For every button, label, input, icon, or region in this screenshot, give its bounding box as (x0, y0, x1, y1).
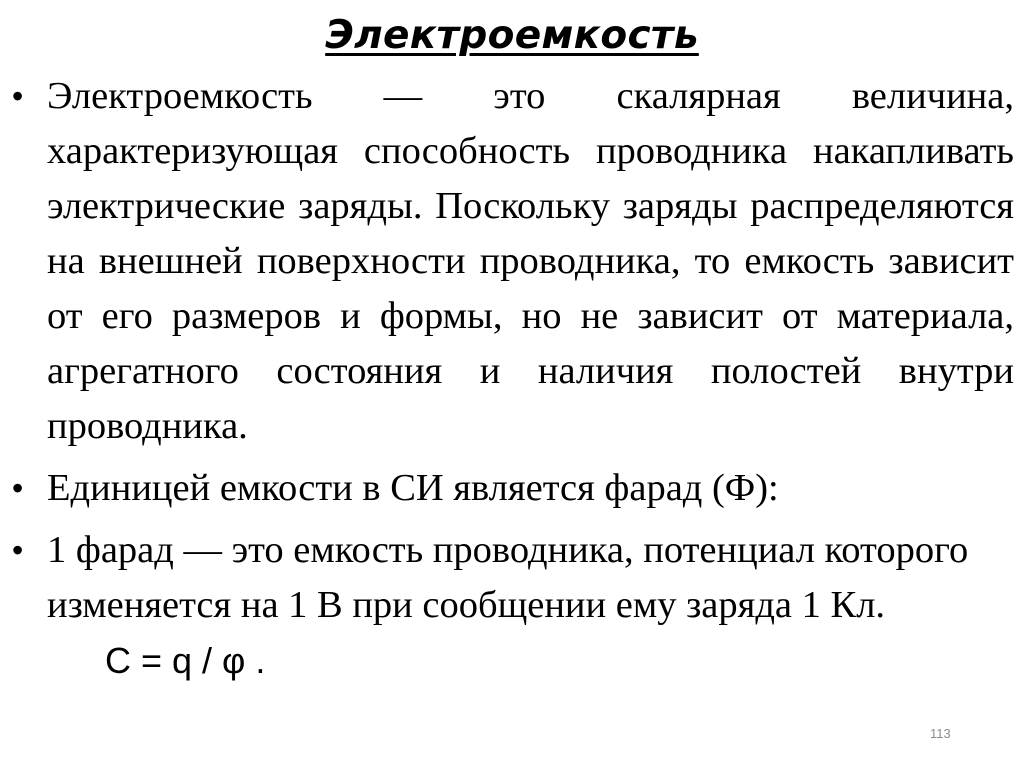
bullet-marker: • (12, 532, 24, 568)
bullet-marker: • (12, 78, 24, 114)
bullet-item-farad (10, 523, 1014, 689)
bullet-item-definition (10, 69, 1014, 454)
bullet-text-farad-wrapper (47, 523, 1014, 689)
bullet-text-definition: Электроемкость — это скалярная величина, характеризующая способность проводника накапливать электрические заряды. Поскольку заряды распределяются на внешней поверхности проводника, то емкость зависит от его размеров и формы, но не зависит от материала, агрегатного состояния и наличия полостей внутри проводника. (47, 75, 1014, 447)
bullet-item-unit (10, 461, 1014, 516)
page-number: 113 (930, 726, 951, 741)
capacitance-formula: C = q / φ . (105, 640, 266, 681)
bullet-text-unit: Единицей емкости в СИ является фарад (Ф): (47, 467, 779, 509)
slide-title: Электроемкость (325, 13, 699, 58)
bullet-marker: • (12, 470, 24, 506)
slide-content (10, 69, 1014, 689)
bullet-text-farad: 1 фарад — это емкость проводника, потенциал которого изменяется на 1 В при сообщении ему заряда 1 Кл. (47, 529, 969, 626)
